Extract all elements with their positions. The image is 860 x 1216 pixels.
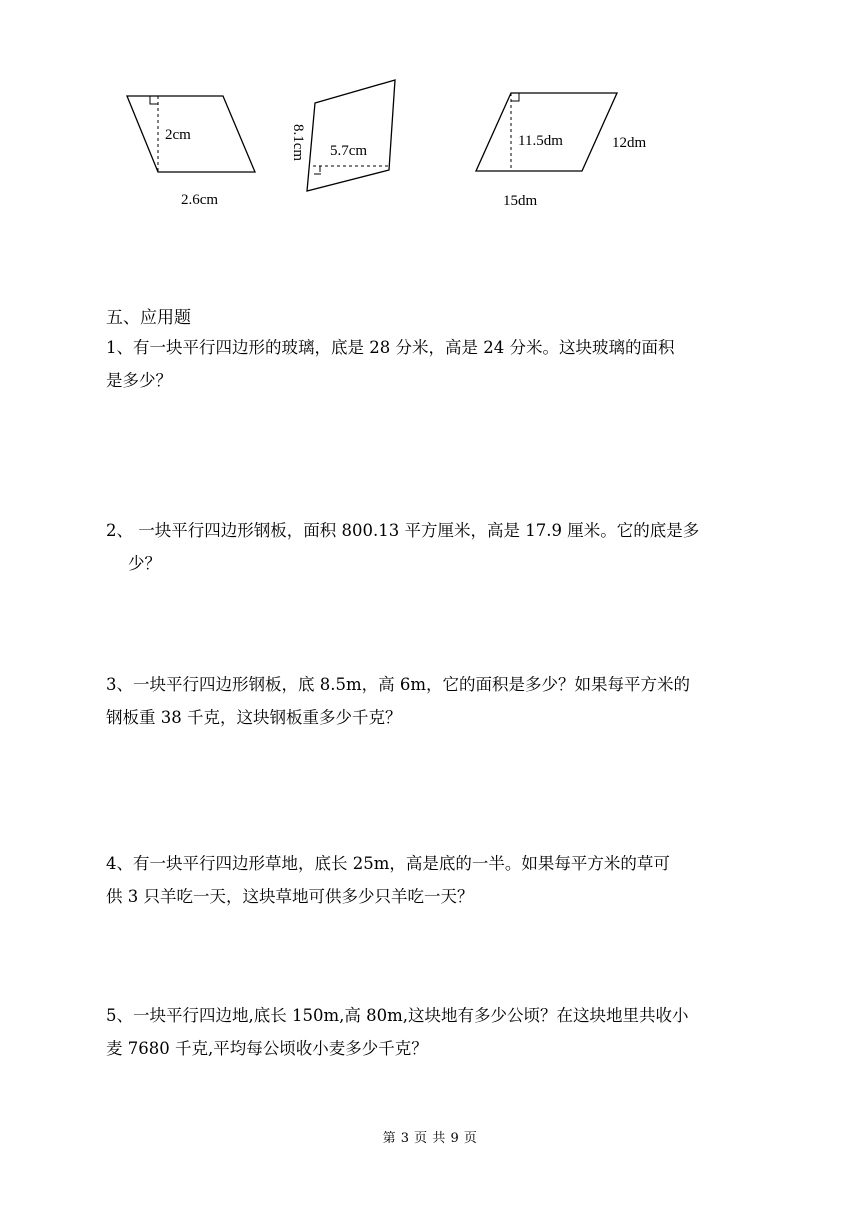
question-4-line-1: 4、有一块平行四边形草地，底长 25m，高是底的一半。如果每平方米的草可 <box>106 854 670 873</box>
section-title: 五、应用题 <box>106 308 191 328</box>
question-2-line-1: 2、 一块平行四边形钢板，面积 800.13 平方厘米，高是 17.9 厘米。它的底是多 <box>106 521 700 540</box>
parallelogram-3-right-angle <box>511 93 519 101</box>
figure-3-height-label: 11.5dm <box>518 133 563 149</box>
parallelogram-1-shape <box>127 96 255 172</box>
question-2-line-2: 少？ <box>128 554 161 573</box>
question-5 <box>106 999 746 1065</box>
question-1 <box>106 331 746 397</box>
page-footer: 第 3 页 共 9 页 <box>382 1131 478 1146</box>
figure-1-base-label: 2.6cm <box>181 192 219 208</box>
question-1-line-2: 是多少？ <box>106 371 172 390</box>
question-4 <box>106 847 746 913</box>
question-1-line-1: 1、有一块平行四边形的玻璃，底是 28 分米，高是 24 分米。这块玻璃的面积 <box>106 338 675 357</box>
figure-2-height-label: 5.7cm <box>330 143 368 159</box>
parallelogram-3-shape <box>476 93 617 171</box>
parallelogram-1-right-angle <box>150 96 158 104</box>
figure-2-side-label: 8.1cm <box>290 124 306 162</box>
figure-1-height-label: 2cm <box>165 127 191 143</box>
question-2 <box>106 514 746 580</box>
question-5-line-2: 麦 7680 千克,平均每公顷收小麦多少千克？ <box>106 1039 428 1058</box>
question-3 <box>106 668 746 734</box>
question-4-line-2: 供 3 只羊吃一天，这块草地可供多少只羊吃一天？ <box>106 887 474 906</box>
question-3-line-2: 钢板重 38 千克，这块钢板重多少千克？ <box>106 708 402 727</box>
question-5-line-1: 5、一块平行四边地,底长 150m,高 80m,这块地有多少公顷？在这块地里共收小 <box>106 1006 689 1025</box>
figures-drawing <box>0 0 860 230</box>
figure-3-side-label: 12dm <box>612 135 647 151</box>
question-3-line-1: 3、一块平行四边形钢板，底 8.5m，高 6m，它的面积是多少？如果每平方米的 <box>106 675 691 694</box>
figure-3-base-label: 15dm <box>503 193 538 209</box>
figures-area <box>0 0 860 230</box>
